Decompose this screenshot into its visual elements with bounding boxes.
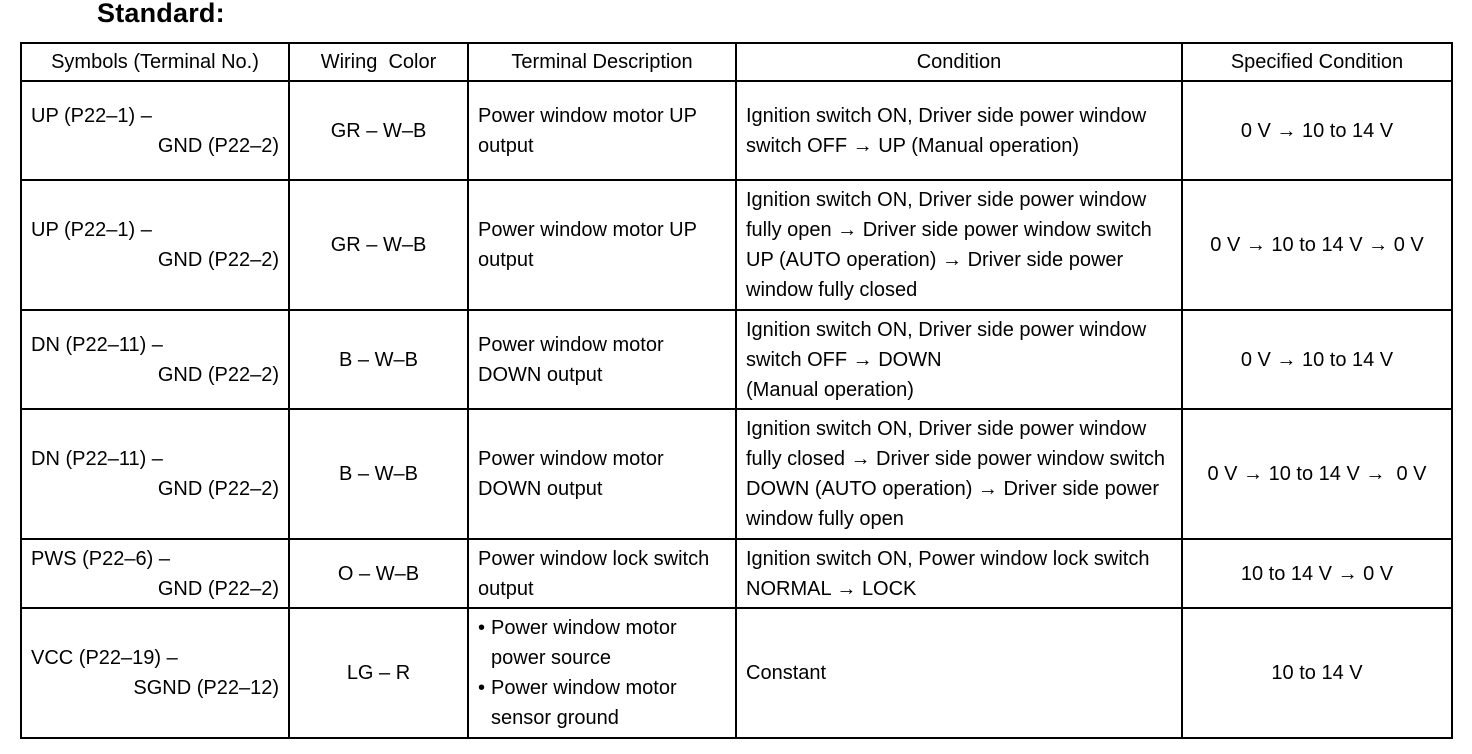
condition-cell: Constant (736, 608, 1182, 738)
symbol-to: GND (P22–2) (157, 134, 279, 157)
wiring-color-cell: LG – R (289, 608, 468, 738)
table-row (21, 539, 1452, 608)
table-row (21, 310, 1452, 409)
terminal-description-cell: Power window motor UP output (468, 180, 736, 310)
symbol-from: PWS (P22–6) – (31, 547, 170, 570)
col-header-wiring-color: Wiring Color (289, 43, 468, 81)
table-header-row (21, 43, 1452, 81)
terminal-description-cell: Power window motor DOWN output (468, 409, 736, 539)
symbol-cell (21, 180, 289, 310)
specified-condition-cell: 0 V → 10 to 14 V (1182, 310, 1452, 409)
symbol-from: DN (P22–11) – (31, 333, 163, 356)
symbol-to: GND (P22–2) (157, 249, 279, 271)
condition-cell: Ignition switch ON, Driver side power window fully closed → Driver side power window switch DOWN (AUTO operation) → Driver side power window fully open (736, 409, 1182, 539)
table-row (21, 409, 1452, 539)
symbol-from: VCC (P22–19) – (31, 647, 178, 669)
description-bullet-item: • Power window motor sensor ground (478, 673, 726, 733)
condition-line: (Manual operation) (746, 378, 914, 401)
terminal-description-cell: Power window motor DOWN output (468, 310, 736, 409)
specified-condition-cell: 0 V → 10 to 14 V (1182, 81, 1452, 180)
symbol-to: GND (P22–2) (157, 577, 279, 600)
symbol-cell (21, 310, 289, 409)
wiring-color-cell: B – W–B (289, 310, 468, 409)
symbol-cell (21, 608, 289, 738)
table-row (21, 608, 1452, 738)
symbol-cell (21, 81, 289, 180)
table-row (21, 81, 1452, 180)
terminal-description-cell (468, 608, 736, 738)
symbol-to: GND (P22–2) (157, 363, 279, 386)
condition-cell (736, 310, 1182, 409)
symbol-from: DN (P22–11) – (31, 448, 163, 470)
terminal-description-cell: Power window lock switch output (468, 539, 736, 608)
col-header-condition: Condition (736, 43, 1182, 81)
col-header-terminal-description: Terminal Description (468, 43, 736, 81)
wiring-color-cell: GR – W–B (289, 180, 468, 310)
symbol-from: UP (P22–1) – (31, 219, 152, 241)
condition-line: Ignition switch ON, Driver side power window switch OFF → DOWN (746, 318, 1147, 371)
symbol-cell (21, 539, 289, 608)
page-heading: Standard: (97, 0, 225, 28)
symbol-to: SGND (P22–12) (133, 677, 279, 699)
symbol-to: GND (P22–2) (157, 478, 279, 500)
table-row (21, 180, 1452, 310)
wiring-color-cell: GR – W–B (289, 81, 468, 180)
wiring-color-cell: O – W–B (289, 539, 468, 608)
description-bullet-list (478, 613, 726, 733)
col-header-symbols: Symbols (Terminal No.) (21, 43, 289, 81)
terminal-description-cell: Power window motor UP output (468, 81, 736, 180)
condition-cell: Ignition switch ON, Driver side power window switch OFF → UP (Manual operation) (736, 81, 1182, 180)
wiring-color-cell: B – W–B (289, 409, 468, 539)
specified-condition-cell: 10 to 14 V (1182, 608, 1452, 738)
condition-cell: Ignition switch ON, Power window lock switch NORMAL → LOCK (736, 539, 1182, 608)
standard-spec-table (20, 42, 1453, 739)
specified-condition-cell: 0 V → 10 to 14 V → 0 V (1182, 180, 1452, 310)
specified-condition-cell: 0 V → 10 to 14 V → 0 V (1182, 409, 1452, 539)
symbol-cell (21, 409, 289, 539)
symbol-from: UP (P22–1) – (31, 104, 152, 127)
condition-cell: Ignition switch ON, Driver side power window fully open → Driver side power window switch UP (AUTO operation) → Driver side power window fully closed (736, 180, 1182, 310)
specified-condition-cell: 10 to 14 V → 0 V (1182, 539, 1452, 608)
description-bullet-item: • Power window motor power source (478, 613, 726, 673)
col-header-specified-condition: Specified Condition (1182, 43, 1452, 81)
